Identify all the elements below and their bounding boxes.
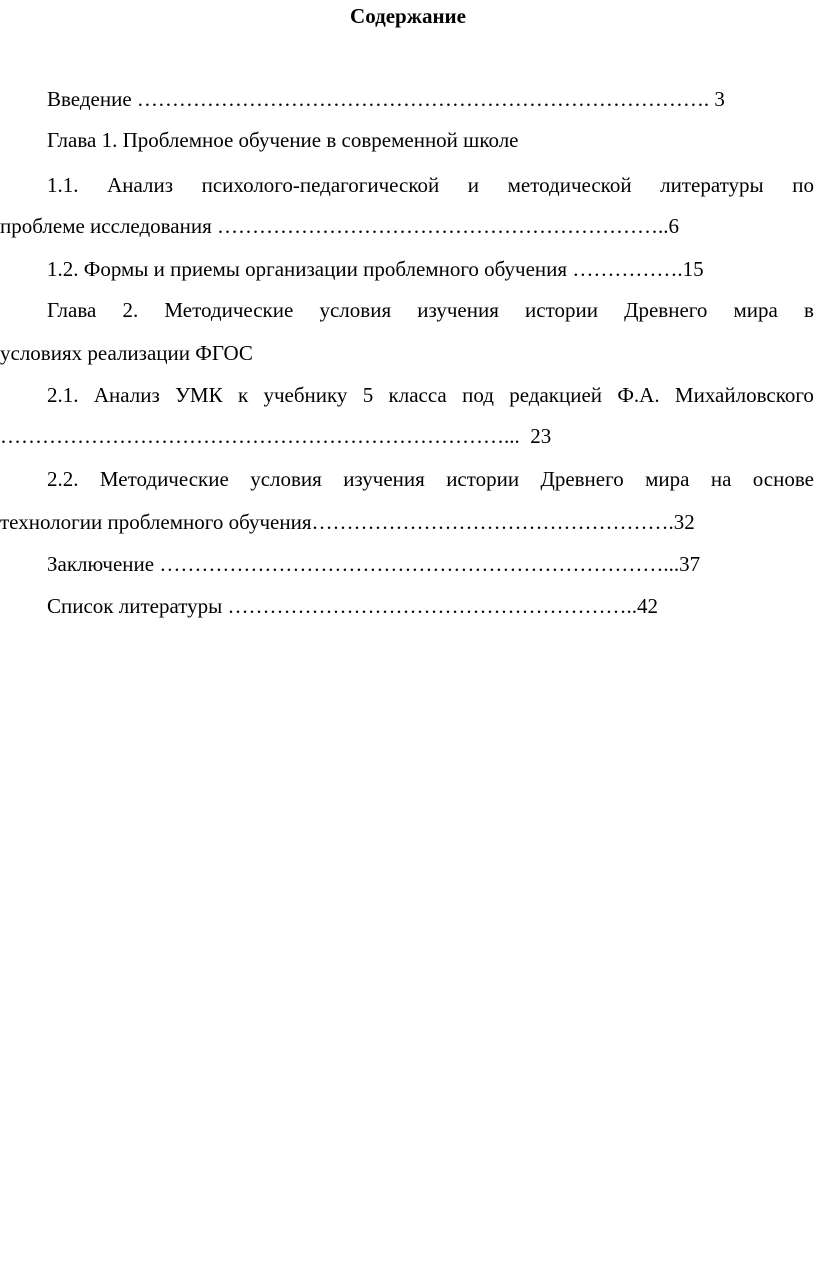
toc-word: психолого-педагогической (201, 173, 440, 197)
toc-word: истории (525, 298, 598, 322)
toc-entry-conclusion: Заключение ………………………………………………………………...37 (47, 552, 701, 576)
toc-entry-section-2-2 (47, 467, 814, 492)
toc-word: Анализ (107, 173, 174, 197)
toc-word: к (237, 383, 249, 407)
toc-word: 1.1. (47, 173, 79, 197)
toc-entry-chapter-2-continued: условиях реализации ФГОС (0, 341, 253, 365)
toc-word: мира (645, 467, 690, 491)
toc-entry-chapter-1: Глава 1. Проблемное обучение в современной школе (47, 128, 519, 152)
toc-entry-section-2-1-continued: ………………………………………………………………... 23 (0, 424, 552, 448)
toc-word: условия (250, 467, 322, 491)
page-title: Содержание (350, 4, 466, 28)
toc-entry-references: Список литературы …………………………………………………..42 (47, 594, 659, 618)
toc-word: 2.1. (47, 383, 79, 407)
toc-word: Древнего (540, 467, 624, 491)
toc-word: 2. (122, 298, 139, 322)
toc-word: Глава (47, 298, 97, 322)
toc-entry-section-1-1 (47, 173, 814, 198)
toc-word: Методические (164, 298, 294, 322)
toc-word: изучения (343, 467, 425, 491)
toc-word: класса (388, 383, 447, 407)
toc-word: условия (319, 298, 392, 322)
toc-word: Анализ (93, 383, 160, 407)
toc-word: мира (733, 298, 778, 322)
toc-entry-section-2-2-continued: технологии проблемного обучения…………………………………………….32 (0, 510, 695, 534)
toc-word: изучения (417, 298, 499, 322)
toc-word: Михайловского (674, 383, 814, 407)
toc-entry-section-2-1 (47, 383, 814, 408)
toc-word: редакцией (509, 383, 603, 407)
toc-word: и (467, 173, 480, 197)
toc-word: литературы (660, 173, 764, 197)
toc-entry-chapter-2 (47, 298, 814, 323)
toc-word: Ф.А. (617, 383, 660, 407)
toc-word: по (792, 173, 814, 197)
toc-word: Древнего (624, 298, 708, 322)
toc-word: в (804, 298, 814, 322)
toc-word: Методические (99, 467, 229, 491)
toc-word: учебнику (263, 383, 348, 407)
toc-word: истории (446, 467, 520, 491)
toc-entry-section-1-1-continued: проблеме исследования ………………………………………………………..6 (0, 214, 679, 238)
toc-entry-section-1-2: 1.2. Формы и приемы организации проблемного обучения …………….15 (47, 257, 704, 281)
toc-word: 5 (362, 383, 374, 407)
toc-word: методической (507, 173, 632, 197)
toc-word: основе (752, 467, 814, 491)
toc-word: УМК (175, 383, 223, 407)
toc-word: на (710, 467, 732, 491)
toc-entry-intro: Введение ………………………………………………………………………. 3 (47, 87, 725, 111)
toc-word: 2.2. (47, 467, 79, 491)
toc-word: под (462, 383, 494, 407)
